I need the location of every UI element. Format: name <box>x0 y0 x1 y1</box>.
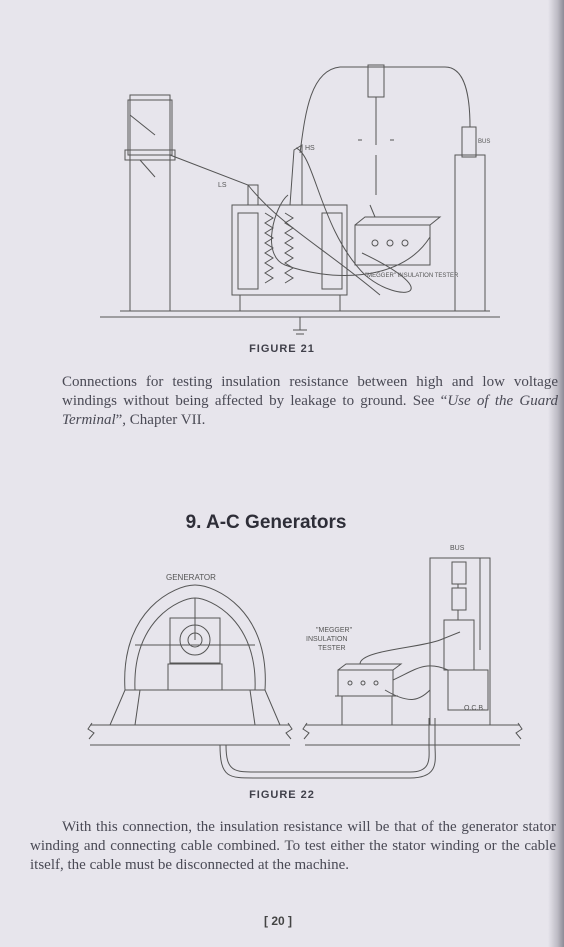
fig22-megger-label-2: INSULATION <box>306 636 348 643</box>
fig21-ls-label: LS <box>218 182 227 189</box>
figure-22-caption: FIGURE 22 <box>249 789 315 801</box>
fig22-bus-label: BUS <box>450 545 465 552</box>
para1-italic-ref: Use of the Guard Terminal <box>62 393 558 428</box>
page-edge-shadow <box>548 0 564 947</box>
figure-21-diagram <box>100 55 520 340</box>
fig22-megger-label-1: "MEGGER" <box>316 627 353 634</box>
para1-text-a: Connections for testing insulation resistance between high and low voltage windings without being affected by leakage to ground. See “ <box>62 374 558 409</box>
fig22-generator-label: GENERATOR <box>166 573 216 582</box>
figure-22-description: With this connection, the insulation resistance will be that of the generator stator winding and connecting cable combined. To test either the stator winding or the cable itself, the cable must be disconnected at the machine. <box>30 819 556 873</box>
fig21-meter-label: "MEGGER" INSULATION TESTER <box>365 273 459 279</box>
section-heading: 9. A-C Generators <box>185 512 347 533</box>
fig22-megger-label-3: TESTER <box>318 645 346 652</box>
fig21-bus-label: BUS <box>478 139 491 145</box>
fig21-hs-label: HS <box>305 145 315 152</box>
page-number: [ 20 ] <box>263 914 292 928</box>
figure-21-caption: FIGURE 21 <box>249 343 315 355</box>
fig22-ocb-label: O.C.B. <box>464 705 486 712</box>
para1-text-b: ”, Chapter VII. <box>115 412 206 428</box>
figure-22-diagram <box>80 540 530 785</box>
figure-21-description <box>62 373 558 430</box>
